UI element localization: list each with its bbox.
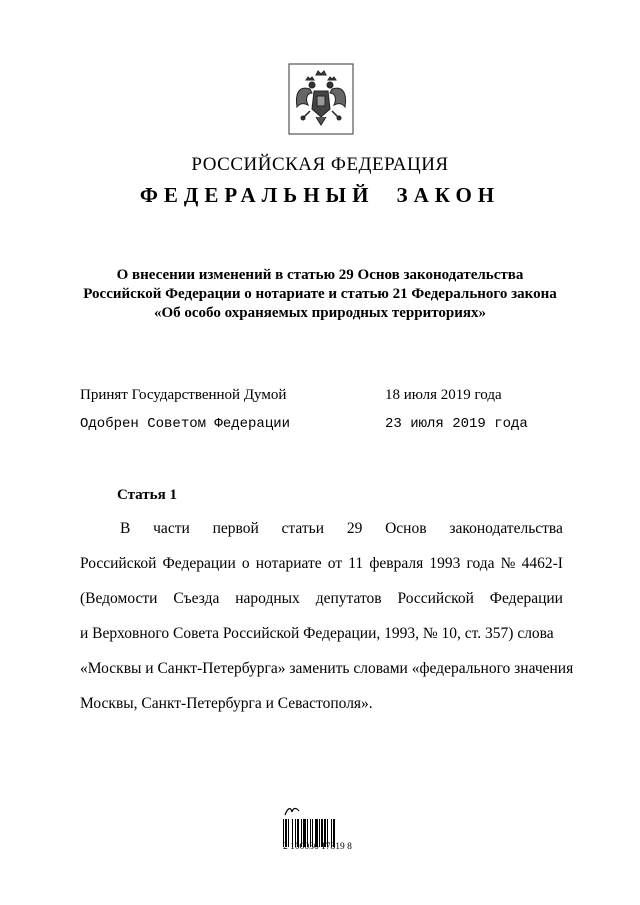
law-subject [60,266,580,323]
article-word: от [327,555,343,572]
article-word: статьи [281,520,325,537]
article-line-3 [80,590,563,608]
law-subject-line: О внесении изменений в статью 29 Основ законодательства [116,267,524,283]
article-word: № [500,555,516,572]
coat-of-arms-icon [288,63,354,135]
document-type-title [0,183,640,208]
council-approval-label: Одобрен Советом Федерации [80,416,291,432]
document-type-word-1: ФЕДЕРАЛЬНЫЙ [139,183,375,207]
article-1-title: Статья 1 [117,487,177,503]
article-line-1 [120,520,563,538]
article-word: Съезда [173,590,220,607]
article-word: Федерации [489,590,563,607]
article-word: Основ [385,520,427,537]
article-word: части [153,520,190,537]
article-word: Российской [397,590,474,607]
law-subject-line: «Об особо охраняемых природных территориях» [153,305,487,321]
article-word: года [466,555,495,572]
article-word: Российской [80,555,157,572]
article-word: февраля [369,555,424,572]
article-word: первой [212,520,259,537]
council-approval-date: 23 июля 2019 года [385,416,528,432]
article-word: В [120,520,131,537]
article-word: 29 [346,520,363,537]
country-title: РОССИЙСКАЯ ФЕДЕРАЦИЯ [191,154,449,175]
article-word: законодательства [449,520,563,537]
article-line-5: «Москвы и Санкт-Петербурга» заменить словами «федерального значения [80,660,574,677]
article-line-4: и Верховного Совета Российской Федерации, 1993, № 10, ст. 357) слова [80,625,554,642]
article-word: 11 [348,555,364,572]
article-word: 4462-I [521,555,563,572]
article-word: народных [235,590,300,607]
article-line-2 [80,555,563,573]
article-word: депутатов [315,590,382,607]
duma-adoption-label: Принят Государственной Думой [80,387,287,403]
article-word: 1993 [429,555,461,572]
article-line-6: Москвы, Санкт-Петербурга и Севастополя». [80,695,373,712]
document-type-word-2: ЗАКОН [396,183,501,207]
duma-adoption-date: 18 июля 2019 года [385,387,502,403]
law-subject-line: Российской Федерации о нотариате и статью 21 Федерального закона [83,286,557,302]
signature-mark-icon [283,805,301,817]
article-word: (Ведомости [80,590,158,607]
barcode-number: 2 100036 17819 8 [283,842,352,852]
article-word: Федерации [162,555,236,572]
article-word: о [241,555,250,572]
article-word: нотариате [255,555,322,572]
